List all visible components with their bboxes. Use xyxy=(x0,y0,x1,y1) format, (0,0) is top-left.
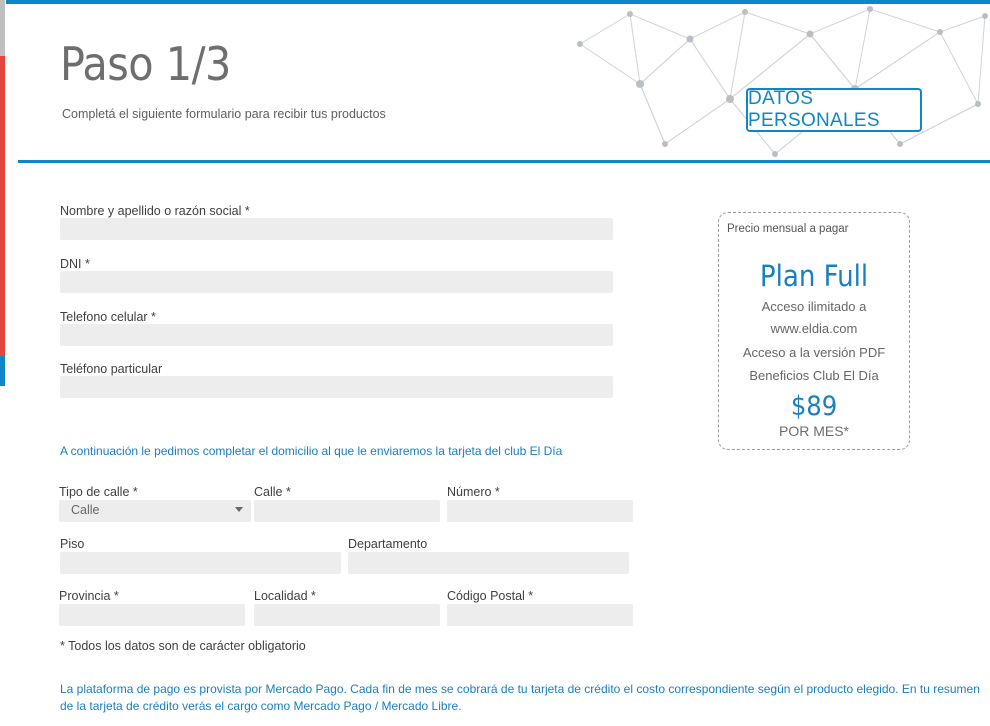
network-decoration-icon xyxy=(570,4,990,161)
plan-feature-3: Acceso a la versión PDF xyxy=(742,345,886,360)
chevron-down-icon xyxy=(235,507,243,512)
plan-period: POR MES* xyxy=(778,423,849,439)
plan-price: $89 xyxy=(790,391,838,422)
label-home-phone: Teléfono particular xyxy=(60,362,163,376)
plan-card xyxy=(718,212,910,450)
plan-feature-2: www.eldia.com xyxy=(770,321,858,336)
plan-card-header: Precio mensual a pagar xyxy=(727,223,849,235)
page-title: Paso 1/3 xyxy=(60,37,231,91)
label-locality: Localidad * xyxy=(254,589,316,603)
home-phone-input[interactable] xyxy=(60,376,613,398)
street-type-select[interactable] xyxy=(59,500,251,522)
header-divider xyxy=(18,160,990,163)
province-input[interactable] xyxy=(59,604,245,626)
label-number: Número * xyxy=(447,485,500,499)
label-apartment: Departamento xyxy=(348,537,428,551)
page-subtitle: Completá el siguiente formulario para recibir tus productos xyxy=(62,107,386,121)
label-street: Calle * xyxy=(254,485,291,499)
apartment-input[interactable] xyxy=(348,552,629,574)
edge-segment-red xyxy=(0,56,5,356)
edge-segment-gray xyxy=(0,0,5,56)
label-province: Provincia * xyxy=(59,589,119,603)
postal-code-input[interactable] xyxy=(447,604,633,626)
label-dni: DNI * xyxy=(60,257,90,271)
label-floor: Piso xyxy=(60,537,85,551)
street-input[interactable] xyxy=(254,500,440,522)
plan-feature-4: Beneficios Club El Día xyxy=(749,368,879,383)
mobile-phone-input[interactable] xyxy=(60,324,613,346)
edge-segment-blue xyxy=(0,356,5,386)
required-fields-note: * Todos los datos son de carácter obligatorio xyxy=(60,639,306,653)
locality-input[interactable] xyxy=(254,604,440,626)
label-street-type: Tipo de calle * xyxy=(59,485,138,499)
payment-provider-note: La plataforma de pago es provista por Mercado Pago. Cada fin de mes se cobrará de tu tarjeta de crédito el costo correspondiente según el producto elegido. En tu resumen de la tarjeta de crédito verás el cargo como Mercado Pago / Mercado Libre. xyxy=(60,682,980,713)
floor-input[interactable] xyxy=(60,552,341,574)
label-mobile-phone: Telefono celular * xyxy=(60,310,156,324)
plan-feature-1: Acceso ilimitado a xyxy=(761,299,867,314)
dni-input[interactable] xyxy=(60,271,613,293)
fullname-input[interactable] xyxy=(60,218,613,240)
street-type-value: Calle xyxy=(71,503,100,517)
address-note: A continuación le pedimos completar el domicilio al que le enviaremos la tarjeta del club El Día xyxy=(60,444,563,458)
page-header xyxy=(6,4,990,161)
plan-name: Plan Full xyxy=(759,259,869,293)
status-badge: DATOS PERSONALES xyxy=(746,88,922,132)
number-input[interactable] xyxy=(447,500,633,522)
label-fullname: Nombre y apellido o razón social * xyxy=(60,204,250,218)
label-postal-code: Código Postal * xyxy=(447,589,534,603)
